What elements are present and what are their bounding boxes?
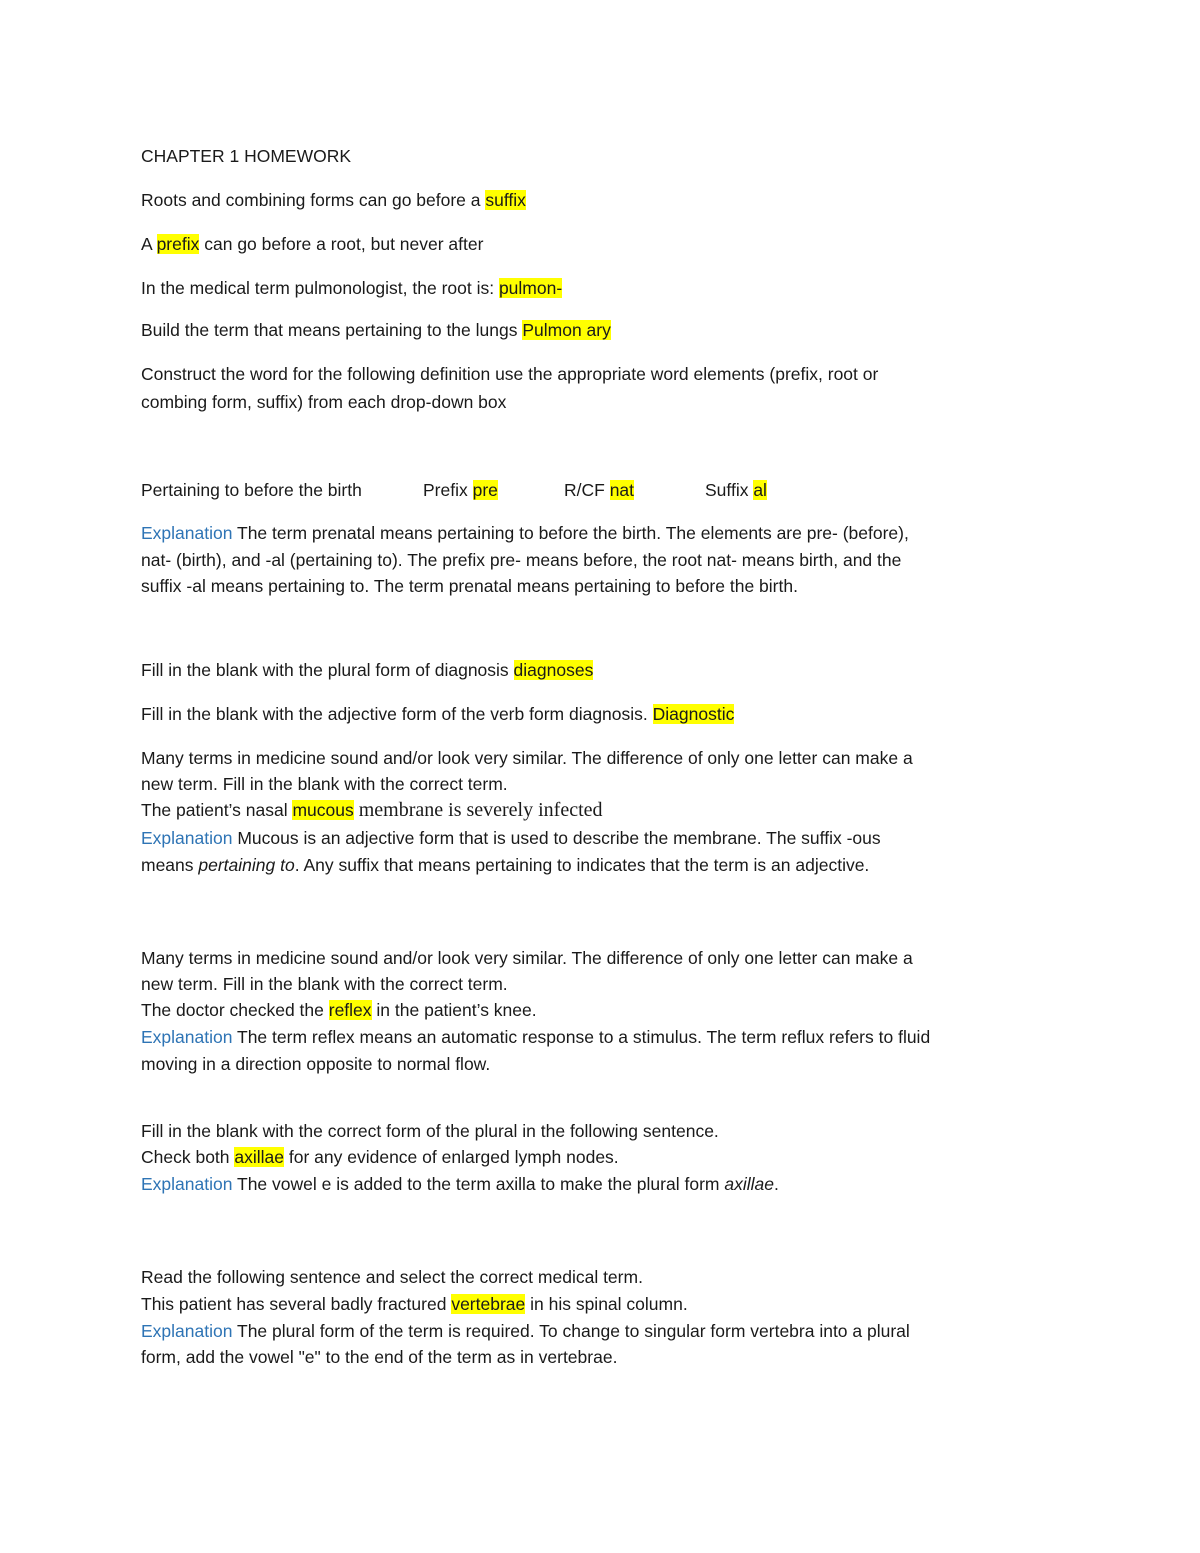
- explanation-text: The plural form of the term is required. To change to singular form vertebra into a plural: [232, 1321, 910, 1341]
- answer-highlight: al: [753, 480, 767, 500]
- question-text: Fill in the blank with the adjective form of the verb form diagnosis.: [141, 704, 653, 724]
- explanation-line: [141, 521, 909, 545]
- question-text: Fill in the blank with the plural form of diagnosis: [141, 660, 514, 680]
- question-text: can go before a root, but never after: [199, 234, 484, 254]
- root-label: R/CF: [564, 480, 610, 500]
- explanation-text: The term prenatal means pertaining to before the birth. The elements are pre- (before),: [232, 523, 909, 543]
- sentence-text: in the patient’s knee.: [371, 1000, 537, 1020]
- explanation-line: moving in a direction opposite to normal flow.: [141, 1054, 491, 1074]
- question-similar-line2: new term. Fill in the blank with the correct term.: [141, 974, 508, 994]
- question-suffix: [141, 188, 526, 212]
- question-text: Roots and combining forms can go before a: [141, 190, 486, 210]
- answer-highlight: reflex: [328, 1000, 372, 1020]
- prefix-field: [423, 478, 498, 502]
- sentence-text: The patient’s nasal: [141, 800, 293, 820]
- explanation-line: [141, 1319, 910, 1343]
- answer-highlight: suffix: [485, 190, 526, 210]
- question-construct-line2: combing form, suffix) from each drop-down box: [141, 392, 507, 412]
- explanation-text: means: [141, 855, 199, 875]
- sentence-text: The doctor checked the: [141, 1000, 329, 1020]
- explanation-label: Explanation: [141, 1321, 233, 1341]
- question-construct-line1: Construct the word for the following definition use the appropriate word elements (prefix, root or: [141, 364, 879, 384]
- suffix-label: Suffix: [705, 480, 754, 500]
- explanation-line: nat- (birth), and -al (pertaining to). The prefix pre- means before, the root nat- means birth, and the: [141, 550, 902, 570]
- answer-highlight: vertebrae: [451, 1294, 526, 1314]
- sentence-text: in his spinal column.: [525, 1294, 688, 1314]
- explanation-label: Explanation: [141, 523, 233, 543]
- question-similar-line1: Many terms in medicine sound and/or look very similar. The difference of only one letter can make a: [141, 948, 913, 968]
- question-sentence: [141, 1292, 688, 1316]
- sentence-text: for any evidence of enlarged lymph nodes.: [284, 1147, 619, 1167]
- answer-highlight: axillae: [234, 1147, 285, 1167]
- answer-highlight: Diagnostic: [652, 704, 735, 724]
- sentence-text: This patient has several badly fractured: [141, 1294, 452, 1314]
- explanation-line: [141, 1025, 930, 1049]
- explanation-line: [141, 1172, 779, 1196]
- question-similar-line1: Many terms in medicine sound and/or look very similar. The difference of only one letter can make a: [141, 748, 913, 768]
- question-root: [141, 276, 562, 300]
- question-prefix: [141, 232, 483, 256]
- answer-highlight: diagnoses: [513, 660, 594, 680]
- sentence-text: Check both: [141, 1147, 235, 1167]
- explanation-label: Explanation: [141, 1174, 233, 1194]
- question-similar-line2: new term. Fill in the blank with the correct term.: [141, 774, 508, 794]
- question-plural-form: Fill in the blank with the correct form of the plural in the following sentence.: [141, 1121, 719, 1141]
- explanation-text: The term reflex means an automatic response to a stimulus. The term reflux refers to fluid: [232, 1027, 931, 1047]
- question-adjective: [141, 702, 734, 726]
- explanation-text: The vowel e is added to the term axilla to make the plural form: [232, 1174, 725, 1194]
- answer-highlight: mucous: [292, 800, 354, 820]
- question-text: A: [141, 234, 157, 254]
- explanation-line: form, add the vowel "e" to the end of the term as in vertebrae.: [141, 1347, 618, 1367]
- question-text: Build the term that means pertaining to the lungs: [141, 320, 523, 340]
- answer-highlight: Pulmon ary: [522, 320, 611, 340]
- prefix-label: Prefix: [423, 480, 473, 500]
- question-sentence: [141, 798, 603, 822]
- question-sentence: [141, 1145, 619, 1169]
- explanation-text: Mucous is an adjective form that is used to describe the membrane. The suffix -ous: [232, 828, 881, 848]
- question-plural: [141, 658, 593, 682]
- answer-highlight: pulmon-: [498, 278, 563, 298]
- sentence-text: membrane is severely infected: [353, 799, 603, 821]
- definition-text: Pertaining to before the birth: [141, 480, 362, 500]
- explanation-italic: pertaining to: [198, 855, 295, 875]
- answer-highlight: nat: [609, 480, 635, 500]
- suffix-field: [705, 478, 767, 502]
- page-title: CHAPTER 1 HOMEWORK: [141, 146, 352, 166]
- question-word-parts: [141, 478, 362, 502]
- question-sentence: [141, 998, 537, 1022]
- question-build-term: [141, 318, 611, 342]
- explanation-text: .: [773, 1174, 779, 1194]
- answer-highlight: prefix: [156, 234, 200, 254]
- explanation-label: Explanation: [141, 1027, 233, 1047]
- question-text: In the medical term pulmonologist, the root is:: [141, 278, 499, 298]
- explanation-italic: axillae: [724, 1174, 774, 1194]
- explanation-line: suffix -al means pertaining to. The term prenatal means pertaining to before the birth.: [141, 576, 798, 596]
- question-select-term: Read the following sentence and select the correct medical term.: [141, 1267, 643, 1287]
- explanation-label: Explanation: [141, 828, 233, 848]
- answer-highlight: pre: [472, 480, 498, 500]
- explanation-text: . Any suffix that means pertaining to indicates that the term is an adjective.: [294, 855, 870, 875]
- explanation-line: [141, 853, 869, 877]
- explanation-line: [141, 826, 881, 850]
- root-field: [564, 478, 634, 502]
